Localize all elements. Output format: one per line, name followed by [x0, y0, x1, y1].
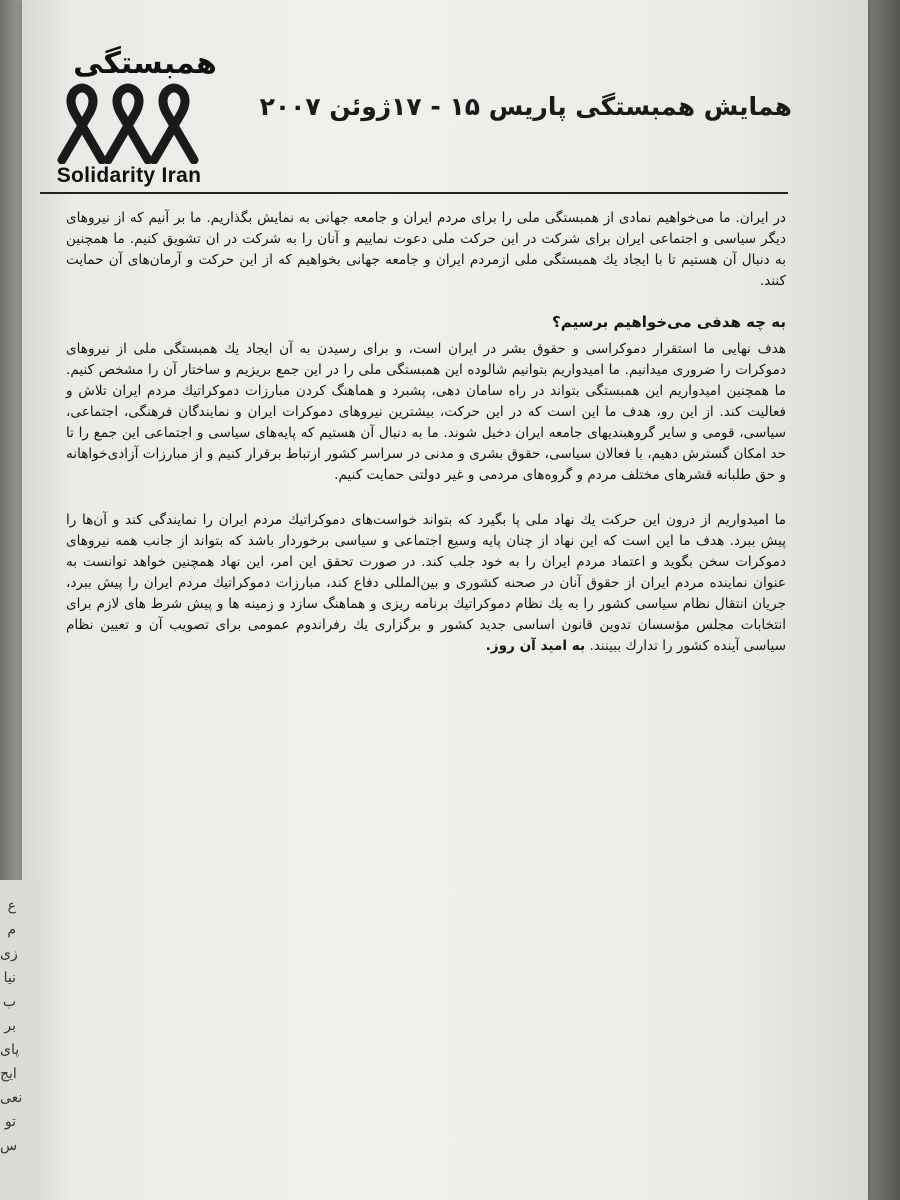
hopes-paragraph [66, 510, 786, 657]
fragment: ع [7, 898, 16, 914]
document-page [22, 0, 868, 1200]
logo-english-text: Solidarity Iran [56, 164, 202, 187]
section-heading: به چه هدفی می‌خواهیم برسیم؟ [552, 313, 786, 331]
document-body [66, 208, 786, 669]
solidarity-iran-logo [40, 46, 218, 196]
closing-phrase: به امید آن روز. [485, 638, 586, 654]
hopes-paragraph-text: ما امیدواریم از درون این حرکت یك نهاد ملی پا بگیرد که بتواند خواست‌های دموکراتیك مردم ایران را نمایندگی کند و آن‌ها را پیش ببرد. هدف ما این است که این نهاد از چنان پایه وسیع اجتماعی و سیاسی برخوردار باشد که بتواند از جانب همه نیروهای دموکرات سخن بگوید و اعتماد مردم ایران را به خود جلب کند. در صورت تحقق این امر، این نهاد همچنین خواهد توانست به عنوان نماینده مردم ایران از حقوق آنان در صحنه کشوری و بین‌المللی دفاع کند، مبارزات دموکراتیك مردم ایران را پیش ببرد، جریان انتقال نظام سیاسی کشور را به یك نظام دموکراتیك برنامه ریزی و هماهنگ سازد و زمینه ها و پیش شرط های لازم برای انتخابات مجلس مؤسسان تدوین قانون اساسی جدید کشور و برگزاری یك رفراندوم عمومی برای تصویب آن و تعیین نظام سیاسی آینده کشور را تدارك ببینند. [66, 512, 786, 654]
header-divider [40, 192, 788, 194]
fragment: س [0, 1138, 18, 1154]
fragment: زی [0, 946, 18, 962]
three-ribbons-icon [52, 82, 208, 164]
adjacent-page-edge [0, 880, 40, 1200]
goals-paragraph: هدف نهایی ما استقرار دموکراسی و حقوق بشر در ایران است، و برای رسیدن به آن ایجاد یك همبستگی ملی از نیروهای دموکرات را ضروری میدانیم. ما امیدواریم بتوانیم شالوده این همبستگی ملی را در این جمع بریزیم و ساختار آن را مشخص کنیم. ما همچنین امیدواریم این همبستگی بتواند در راه سامان دهی، پشبرد و هماهنگ کردن مبارزات دموکراتیك مردم ایران تلاش و فعالیت کند. از این رو، هدف ما این است که در این حرکت، بیشترین نیروهای دموکرات ایران و نمایندگان فرهنگی، اجتماعی، سیاسی، قومی و سایر گروهبندیهای جامعه ایران دخیل شوند. ما به دنبال آن هستیم که پایه‌های سیاسی و اجتماعی این جمع را تا حد امکان گسترش دهیم، با فعالان سیاسی، حقوق بشری و مدنی در سراسر کشور ارتباط برقرار کنیم و از مبارزات آزادی‌خواهانه و حق طلبانه قشرهای مختلف مردم و گروه‌های مردمی و غیر دولتی حمایت کنیم. [66, 341, 786, 483]
page-title: همایش همبستگی پاریس ۱۵ - ۱۷ژوئن ۲۰۰۷ [259, 92, 792, 121]
fragment: پای [0, 1042, 20, 1058]
fragment: تو [4, 1114, 16, 1130]
fragment: نعی [0, 1090, 23, 1106]
fragment: م [7, 922, 16, 938]
fragment: بر [4, 1018, 16, 1034]
fragment: ایج [0, 1066, 17, 1082]
intro-paragraph: در ایران. ما می‌خواهیم نمادی از همبستگی ملی را برای مردم ایران و جامعه جهانی به نمایش بگذاریم. ما بر آنیم که از نیروهای دیگر سیاسی و اجتماعی ایران برای شرکت در این حرکت ملی دعوت نماییم و آنان را به شرکت در ان تشویق کنیم. ما همچنین به دنبال آن هستیم تا با ایجاد یك همبستگی ملی ازمردم ایران و جامعه جهانی بخواهیم که از این حرکت و آرمان‌های آن حمایت کنند. [66, 210, 786, 289]
fragment: نیا [3, 970, 16, 986]
logo-persian-text: همبستگی [73, 46, 217, 81]
fragment: ب [2, 994, 16, 1010]
